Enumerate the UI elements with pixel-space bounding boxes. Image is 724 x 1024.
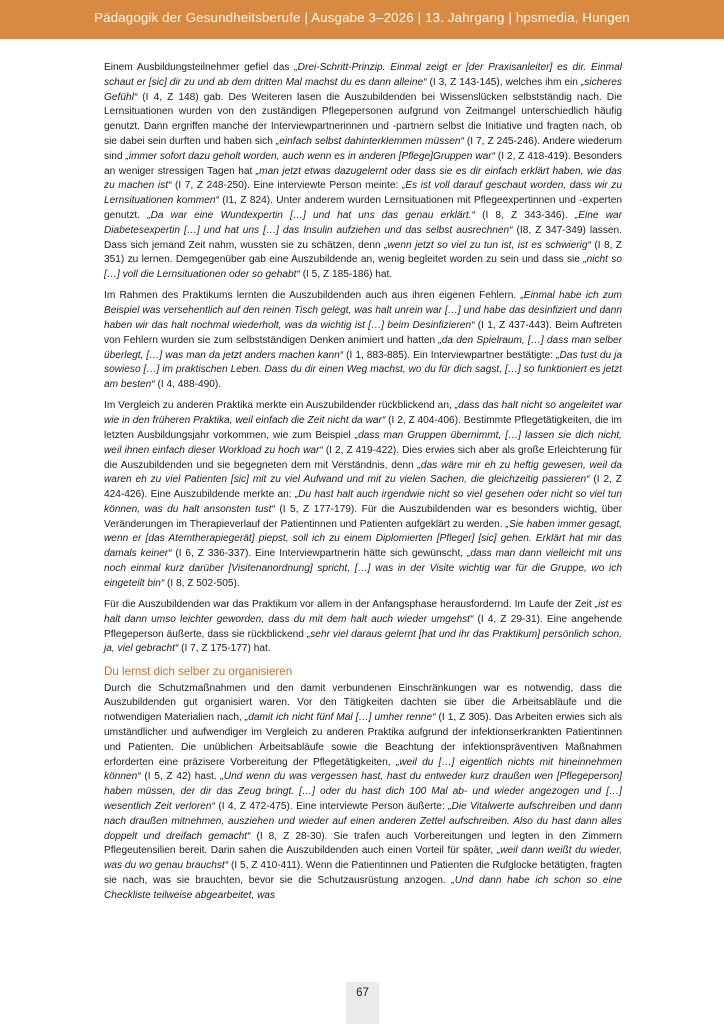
- quote-text: „weil dann weißt du wieder, was du wo genau brauchst“: [104, 845, 622, 872]
- quote-text: „weil du […] eigentlich nichts mit hineinnehmen können“: [104, 756, 622, 783]
- quote-text: „Und wenn du was vergessen hast, hast du entweder kurz draußen wen [Pflegeperson] haben müssen, der dir das Zeug bringt. […] oder du hast dich 100 Mal ab- und wieder angezogen und […] wesentlich Zeit verloren“: [104, 771, 622, 813]
- body-text: Durch die Schutzmaßnahmen und den damit verbundenen Einschränkungen war es notwendig, dass die Auszubildenden gut organisiert waren. Vor den Tätigkeiten dachten sie über die Arbeitsabläufe und die notwendigen Materialien nach,: [104, 682, 622, 724]
- quote-text: „nicht so […] voll die Lernsituationen oder so gehabt“: [104, 254, 623, 281]
- quote-text: „ist es halt dann umso leichter geworden, dass du mit dem halt auch wieder umgehst“: [104, 599, 622, 625]
- quote-text: „Es ist voll darauf geschaut worden, dass wir zu Lernsituationen kommen“: [104, 180, 622, 207]
- body-text: (I 8, Z 343-346).: [474, 209, 575, 221]
- body-text: (I8, Z 347-349) lassen. Dass sich jemand Zeit nahm, wussten sie zu schätzen, denn: [104, 224, 622, 251]
- body-text: (I 2, Z 404-406). Bestimmte Pflegetätigkeiten, die im letzten Ausbildungsjahr vorkommen, wie zum Beispiel: [104, 415, 622, 441]
- header-band: [0, 0, 724, 39]
- body-text: (I 8, Z 28-30). Sie trafen auch Vorbereitungen und legten in den Zimmern Pflegeutensilien bereit. Darin sahen die Auszubildenden auch einen Vorteil für später,: [104, 830, 622, 857]
- page-number: 67: [356, 987, 369, 999]
- quote-text: „dass man dann vielleicht mit uns noch einmal kurz darüber [Visitenanordnung] spricht, […] was in der Visite wichtig war für die Gruppe, wo ich eingeteilt bin“: [104, 548, 622, 589]
- body-text: (I 7, Z 248-250). Eine interviewte Person meinte:: [171, 180, 402, 192]
- body-text: (I 4, Z 148) gab. Des Weiteren lasen die Auszubildenden bei Wissenslücken selbstständig nach. Die Lernsituationen wurden von den zuständigen Pflegepersonen aufgrund von Zeitmangel unterschiedlich häufig genutzt. Dann ergriffen manche der Interviewpartnerinnen und -partnern selbst die Initiative und fragten nach, ob sie dabei sein durften und haben sich: [104, 91, 622, 147]
- body-text: Für die Auszubildenden war das Praktikum vor allem in der Anfangsphase herausfordernd. Im Laufe der Zeit: [104, 599, 595, 611]
- body-text: (I 1, 883-885). Ein Interviewpartner bestätigte:: [343, 349, 557, 361]
- quote-text: „da den Spielraum, […] dass man selber überlegt, […] was man da jetzt anders machen kann“: [104, 334, 622, 361]
- body-text: (I 6, Z 336-337). Eine Interviewpartnerin hätte sich gewünscht,: [171, 548, 467, 560]
- body-text: Im Vergleich zu anderen Praktika merkte ein Auszubildender rückblickend an,: [104, 400, 455, 412]
- running-header: Pädagogik der Gesundheitsberufe | Ausgabe 3–2026 | 13. Jahrgang | hpsmedia, Hungen: [94, 10, 630, 25]
- quote-text: „Die Vitalwerte aufschreiben und dann nach draußen mitnehmen, ausziehen und wieder auf einen anderen Zettel aufschreiben. Also du hast dann alles doppelt und dreifach gemacht“: [104, 801, 623, 842]
- body-text: (I 4, Z 472-475). Eine interviewte Person äußerte:: [214, 801, 449, 813]
- paragraph: [104, 399, 622, 591]
- page-number-tab: [346, 982, 379, 1024]
- quote-text: „Das tust du ja sowieso […] im praktischen Leben. Dass du dir einen Weg machst, wo du für dich sagst, […] so funktioniert es jetzt am besten“: [104, 349, 623, 391]
- article-body: [104, 61, 622, 910]
- quote-text: „Sie haben immer gesagt, wenn er [das Atemtherapiegerät] piepst, soll ich zu einem Diplomierten [Pfleger] [sic] gehen. Erklärt hat mir das damals keiner“: [104, 518, 622, 560]
- quote-text: „Drei-Schritt-Prinzip. Einmal zeigt er [der Praxisanleiter] es dir. Einmal schaut er [sic] dir zu und ab dem dritten Mal machst du es dann alleine“: [104, 62, 622, 88]
- quote-text: „man jetzt etwas dazugelernt oder dass sie es dir einfach erklärt haben, wie das zu machen ist“: [104, 165, 622, 192]
- body-text: (I 5, Z 42) hast.: [140, 771, 221, 783]
- body-text: (I 4, Z 29-31). Eine angehende Pflegeperson äußerte, dass sie rückblickend: [104, 613, 622, 640]
- quote-text: „damit ich nicht fünf Mal […] umher renne“: [244, 712, 436, 724]
- quote-text: „Eine war Diabetesexpertin […] und hat uns […] das Insulin aufziehen und das selbst ausrechnen“: [104, 209, 623, 236]
- quote-text: „dass man Gruppen übernimmt, […] lassen sie dich nicht, weil ihnen einfach dieser Workload zu hoch war“: [104, 429, 622, 456]
- body-text: (I 8, Z 351) zu lernen. Demgegenüber gab eine Auszubildende an, wenig begleitet worden zu sein und dass sie: [104, 239, 622, 266]
- quote-text: „Da war eine Wundexpertin […] und hat uns das genau erklärt.“: [147, 209, 475, 221]
- body-text: (I 1, Z 305). Das Arbeiten erwies sich als umständlicher und aufwendiger im Vergleich zu anderen Praktika aufgrund der infektionserkrankten Patientinnen und Patienten. Die unüblichen Arbeitsabläufe sowie die Beachtung der infektionspräventiven Maßnahmen erforderten eine präzisere Vorbereitung der Pflegetätigkeiten,: [104, 712, 623, 768]
- paragraph: [104, 289, 622, 393]
- body-text: (I 2, Z 419-422). Dies erwies sich aber als große Erleichterung für die Auszubildenden und sie begegneten dem mit Verständnis, denn: [104, 444, 622, 471]
- body-text: (I 8, Z 502-505).: [164, 577, 240, 589]
- body-text: (I 1, Z 437-443). Beim Auftreten von Fehlern wurden sie zum selbstständigen Denken animiert und hatten: [104, 319, 622, 346]
- quote-text: „das wäre mir eh zu heftig gewesen, weil da waren eh zu viel Patienten [sic] mit zu viel Aufwand und mit zu vielen Sachen, die gleichzeitig passieren“: [104, 459, 622, 486]
- section-heading: Du lernst dich selber zu organisieren: [104, 664, 293, 678]
- paragraph: [104, 598, 622, 657]
- paragraph: [104, 61, 622, 283]
- body-text: (I 5, Z 185-186) hat.: [299, 269, 393, 281]
- quote-text: „Du hast halt auch irgendwie nicht so viel gesehen oder nicht so viel tun können, was du halt ansonsten tust“: [104, 489, 623, 515]
- body-text: Einem Ausbildungsteilnehmer gefiel das: [104, 62, 295, 73]
- quote-text: „wenn jetzt so viel zu tun ist, ist es schwierig“: [384, 239, 591, 251]
- body-text: (I 2, Z 424-426). Eine Auszubildende merkte an:: [104, 474, 622, 501]
- paragraph: [104, 682, 622, 904]
- quote-text: „sehr viel daraus gelernt [hat und ihr das Praktikum] persönlich schon, ja, viel gebracht“: [104, 628, 622, 655]
- body-text: (I1, Z 824). Unter anderem wurden Lernsituationen mit Pflegeexpertinnen und -experten genutzt.: [104, 195, 622, 221]
- quote-text: „immer sofort dazu geholt worden, auch wenn es in anderen [Pflege]Gruppen war“: [125, 150, 495, 162]
- body-text: (I 4, 488-490).: [154, 379, 222, 391]
- quote-text: „Einmal habe ich zum Beispiel was versehentlich auf den reinen Tisch gelegt, was halt unrein war […] und habe das desinfiziert und dann haben wir das halt nochmal wiederholt, was da wichtig ist […] beim Desinfizieren“: [104, 290, 622, 331]
- body-text: (I 3, Z 143-145), welches ihm ein: [426, 76, 581, 88]
- quote-text: „einfach selbst dahinterklemmen müssen“: [275, 135, 464, 147]
- body-text: (I 7, Z 175-177) hat.: [178, 643, 271, 655]
- body-text: Im Rahmen des Praktikums lernten die Auszubildenden auch aus ihren eigenen Fehlern.: [104, 290, 521, 302]
- body-text: (I 7, Z 245-246). Andere wiederum sind: [104, 135, 622, 162]
- quote-text: „sicheres Gefühl“: [104, 76, 622, 103]
- body-text: (I 2, Z 418-419). Besonders an weniger stressigen Tagen hat: [104, 150, 622, 177]
- quote-text: „Und dann habe ich schon so eine Checkliste teilweise abgearbeitet, was: [104, 875, 622, 901]
- body-text: (I 5, Z 177-179). Für die Auszubildenden war es besonders wichtig, über Veränderungen im Therapieverlauf der Patientinnen und Patienten aufgeklärt zu werden.: [104, 503, 622, 530]
- quote-text: „dass das halt nicht so angeleitet war wie in den früheren Praktika, weil einfach die Zeit nicht da war“: [104, 400, 623, 427]
- body-text: (I 5, Z 410-411). Wenn die Patientinnen und Patienten die Rufglocke betätigten, fragten sie nach, was sie brauchten, bevor sie die Schutzausrüstung anzogen.: [104, 860, 622, 886]
